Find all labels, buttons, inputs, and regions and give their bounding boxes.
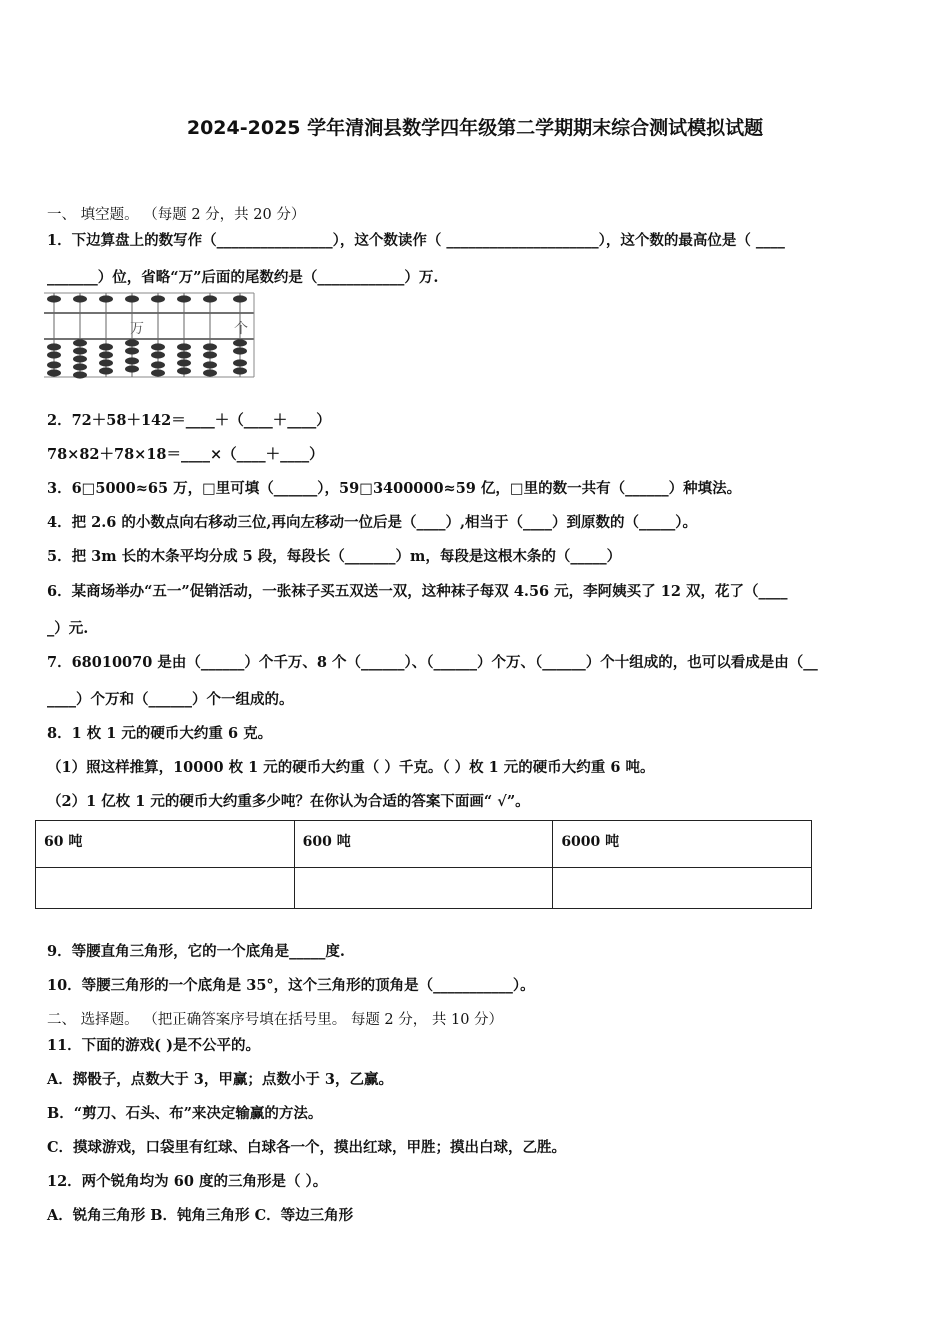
question-4: 4．把 2.6 的小数点向右移动三位,再向左移动一位后是（____）,相当于（____）到原数的（_____）。 <box>47 514 698 531</box>
question-11-option-a: A．掷骰子，点数大于 3，甲赢；点数小于 3，乙赢。 <box>47 1071 394 1088</box>
abacus-bead <box>125 365 139 372</box>
abacus-bead <box>203 369 217 376</box>
question-11: 11．下面的游戏( )是不公平的。 <box>47 1037 260 1054</box>
abacus-bead <box>203 295 217 302</box>
question-5: 5．把 3m 长的木条平均分成 5 段，每段长（_______）m，每段是这根木条的（_____） <box>47 548 622 565</box>
abacus-bead <box>47 369 61 376</box>
abacus-bead <box>73 339 87 346</box>
abacus-bead <box>47 361 61 368</box>
abacus-bead <box>73 363 87 370</box>
abacus-bead <box>99 343 113 350</box>
abacus-bead <box>203 343 217 350</box>
question-10: 10．等腰三角形的一个底角是 35°，这个三角形的顶角是（___________）。 <box>47 977 535 994</box>
abacus-bead <box>151 369 165 376</box>
abacus-bead <box>151 361 165 368</box>
abacus-label-wan: 万 <box>130 321 144 337</box>
section-2-header: 二、 选择题。 （把正确答案序号填在括号里。 每题 2 分， 共 10 分） <box>47 1012 504 1028</box>
answer-cell[interactable] <box>294 868 553 909</box>
section-1-header: 一、 填空题。 （每题 2 分，共 20 分） <box>47 207 306 223</box>
abacus-bead <box>233 359 247 366</box>
abacus-bead <box>125 347 139 354</box>
abacus-bead <box>99 359 113 366</box>
abacus-bead <box>125 357 139 364</box>
abacus-bead <box>233 295 247 302</box>
abacus-bead <box>73 295 87 302</box>
abacus-bead <box>47 295 61 302</box>
question-2-line-1: 2．72＋58＋142＝____＋（____＋____） <box>47 412 331 429</box>
table-header-cell: 60 吨 <box>36 821 295 868</box>
question-7-line-2: ____）个万和（______）个一组成的。 <box>47 691 294 708</box>
question-7-line-1: 7．68010070 是由（______）个千万、8 个（______）、（______）个万、（______）个十组成的，也可以看成是由（__ <box>47 654 818 671</box>
question-8-part-2: （2）1 亿枚 1 元的硬币大约重多少吨？在你认为合适的答案下面画“ √”。 <box>47 793 530 810</box>
question-12: 12．两个锐角均为 60 度的三角形是（ ）。 <box>47 1173 328 1190</box>
abacus-bead <box>233 347 247 354</box>
question-11-option-b: B．“剪刀、石头、布”来决定输赢的方法。 <box>47 1105 323 1122</box>
table-header-cell: 600 吨 <box>294 821 553 868</box>
question-8: 8．1 枚 1 元的硬币大约重 6 克。 <box>47 725 273 742</box>
abacus-bead <box>177 351 191 358</box>
abacus-bead <box>151 351 165 358</box>
abacus-bead <box>125 339 139 346</box>
abacus-bead <box>99 351 113 358</box>
question-6-line-1: 6．某商场举办“五一”促销活动，一张袜子买五双送一双，这种袜子每双 4.56 元，李阿姨买了 12 双，花了（____ <box>47 583 788 600</box>
answer-cell[interactable] <box>553 868 812 909</box>
question-2-line-2: 78×82＋78×18＝____×（____＋____） <box>47 446 324 463</box>
abacus-label-ge: 个 <box>234 321 248 337</box>
abacus-bead <box>47 343 61 350</box>
abacus-bead <box>73 355 87 362</box>
table-header-cell: 6000 吨 <box>553 821 812 868</box>
question-11-option-c: C．摸球游戏，口袋里有红球、白球各一个，摸出红球，甲胜；摸出白球，乙胜。 <box>47 1139 567 1156</box>
answer-cell[interactable] <box>36 868 295 909</box>
question-8-part-1: （1）照这样推算，10000 枚 1 元的硬币大约重（ ）千克。（ ）枚 1 元的硬币大约重 6 吨。 <box>47 759 655 776</box>
abacus-bead <box>73 371 87 378</box>
abacus-bead <box>203 351 217 358</box>
answer-table <box>35 820 812 909</box>
question-3: 3．6□5000≈65 万，□里可填（______），59□3400000≈59 亿，□里的数一共有（______）种填法。 <box>47 480 742 497</box>
abacus-bead <box>125 295 139 302</box>
abacus-bead <box>151 343 165 350</box>
abacus-bead <box>47 351 61 358</box>
abacus-bead <box>73 347 87 354</box>
abacus-bead <box>177 295 191 302</box>
abacus-bead <box>151 295 165 302</box>
abacus-figure <box>44 291 256 383</box>
abacus-bead <box>203 361 217 368</box>
question-6-line-2: _）元. <box>47 620 89 637</box>
page-title: 2024-2025 学年清涧县数学四年级第二学期期末综合测试模拟试题 <box>186 117 764 139</box>
question-9: 9．等腰直角三角形，它的一个底角是_____度. <box>47 943 345 960</box>
abacus-bead <box>177 343 191 350</box>
question-1-line-2: _______）位，省略“万”后面的尾数约是（____________）万. <box>47 269 439 286</box>
abacus-bead <box>99 367 113 374</box>
question-12-options: A．锐角三角形 B．钝角三角形 C．等边三角形 <box>47 1207 354 1224</box>
abacus-bead <box>233 367 247 374</box>
abacus-bead <box>177 359 191 366</box>
abacus-bead <box>99 295 113 302</box>
abacus-bead <box>177 367 191 374</box>
abacus-bead <box>233 339 247 346</box>
question-1-line-1: 1．下边算盘上的数写作（________________），这个数读作（ _____________________），这个数的最高位是（ ____ <box>47 232 785 249</box>
